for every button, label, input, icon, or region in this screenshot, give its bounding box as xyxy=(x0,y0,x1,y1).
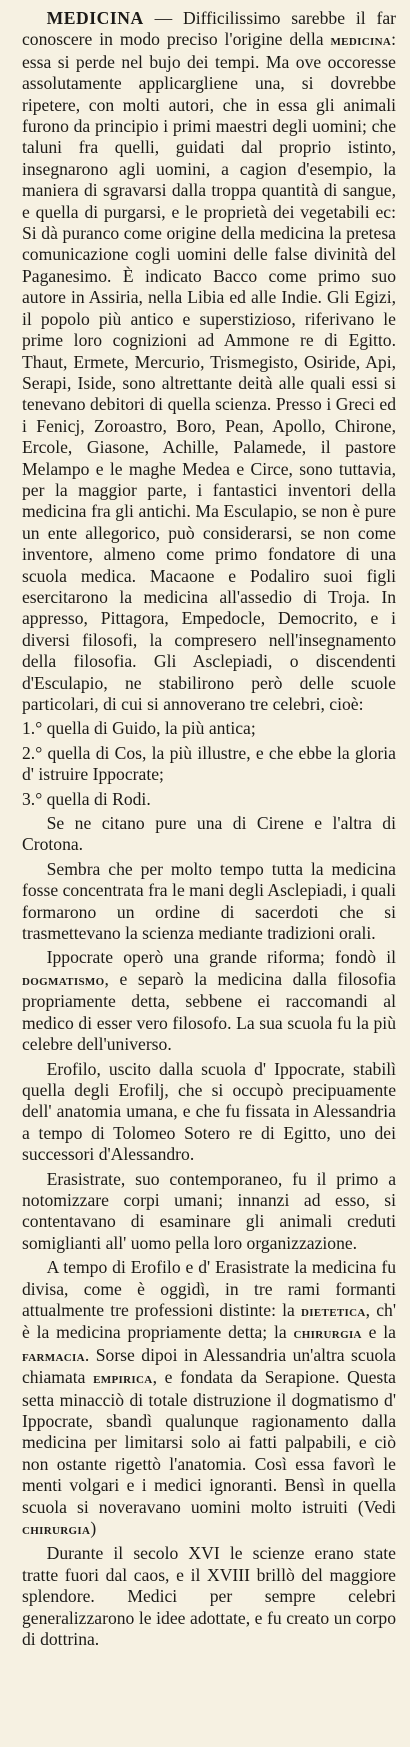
small-caps-term: chirurgia xyxy=(293,1324,362,1343)
list-item-cos: 2.° quella di Cos, la più illustre, e che ebbe la gloria d' istruire Ippocrate; xyxy=(22,742,396,785)
list-item-rodi: 3.° quella di Rodi. xyxy=(22,788,151,809)
paragraph-text: — Difficilissimo sarebbe il far conoscere in modo preciso l'origine della xyxy=(22,8,397,50)
paragraph-cirene: Se ne citano pure una di Cirene e l'altra di Crotona. xyxy=(22,813,396,855)
cross-reference: chirurgia xyxy=(22,1520,91,1539)
paragraph-divisione xyxy=(22,1257,396,1540)
paragraph-erasistrate: Erasistrate, suo contemporaneo, fu il primo a notomizzare corpi umani; innanzi ad esso, si contentavano di esaminare gli animali creduti somiglianti all' uomo pella loro organizzazione. xyxy=(22,1168,396,1253)
small-caps-term: dogmatismo xyxy=(22,970,105,989)
paragraph-asclepiadi: Sembra che per molto tempo tutta la medicina fosse concentrata fra le mani degli Asclepiadi, i quali formarono un ordine di sacerdoti che si trasmettevano la scienza mediante tradizioni orali. xyxy=(22,858,396,944)
paragraph-secolo-xvi: Durante il secolo XVI le scienze erano state tratte fuori dal caos, e il XVIII brillò del maggiore splendore. Medici per sempre celebri generalizzarono le idee adottate, e fu creato un corpo di dottrina. xyxy=(22,1543,396,1650)
small-caps-term: medicina xyxy=(330,31,392,50)
paragraph-text: , ch' è la medicina propriamente detta; la xyxy=(22,1299,397,1343)
paragraph-text: , e separò la medicina dalla filosofia propriamente detta, sebbene ei raccomandi al medico di esser vero filosofo. La sua scuola fu la più celebre dell'universo. xyxy=(22,968,396,1055)
paragraph-origin xyxy=(22,8,396,715)
entry-headword: MEDICINA xyxy=(46,8,144,28)
small-caps-term: farmacia xyxy=(22,1346,85,1365)
small-caps-term: dietetica xyxy=(301,1301,366,1320)
paragraph-text: : essa si perde nel bujo dei tempi. Ma ove occoresse assolutamente applicargliene una, si dovrebbe ripetere, con molti autori, che in essa gli animali furono da principio i primi maestri degli uomini; che taluni fra quelli, guidati dal proprio istinto, insegnarono agli uomini, a cagion d'esempio, la maniera di sgravarsi dalla troppa quantità di sangue, e quella di purgarsi, e le proprietà dei vegetabili ec: Si dà puranco come origine della medicina la pretesa comunicazione cogli uomini delle false divinità del Paganesimo. È indicato Bacco come primo suo autore in Assiria, nella Libia ed alle Indie. Gli Egizi, il popolo più antico e superstizioso, riferivano le prime loro cognizioni ad Ammone re di Egitto. Thaut, Ermete, Mercurio, Trismegisto, Osiride, Api, Serapi, Iside, sono altrettante deità alle quali essi si tenevano debitori di quella scienza. Presso i Greci ed i Fenicj, Zoroastro, Boro, Pean, Apollo, Chirone, Ercole, Giasone, Achille, Palamede, il pastore Melampo e le maghe Medea e Circe, sono tuttavia, per la maggior parte, i fantastici inventori della medicina fra gli antichi. Ma Esculapio, se non è pure un ente allegorico, può considerarsi, se non come inventore, almeno come primo fondatore di una scuola medica. Macaone e Podaliro suoi figli esercitarono la medicina all'assedio di Troja. In appresso, Pittagora, Empedocle, Democrito, e i diversi filosofi, la compresero nell'insegnamento della filosofia. Gli Asclepiadi, o discendenti d'Esculapio, ne stabilirono però delle scuole particolari, di cui si annoverano tre celebri, cioè: xyxy=(22,29,396,714)
paragraph-text: Ippocrate operò una grande riforma; fondò il xyxy=(46,947,396,968)
paragraph-ippocrate xyxy=(22,947,396,1055)
paragraph-text: ) xyxy=(90,1518,97,1539)
list-item-guido: 1.° quella di Guido, la più antica; xyxy=(22,718,256,739)
paragraph-erofilo: Erofilo, uscito dalla scuola d' Ippocrate, stabilì quella degli Erofilj, che si occupò precipuamente dell' anatomia umana, e che fu fissata in Alessandria a tempo di Tolomeo Sotero re di Egitto, uno dei successori d'Alessandro. xyxy=(22,1058,396,1165)
small-caps-term: empirica xyxy=(93,1369,153,1388)
dictionary-entry-medicina xyxy=(22,8,396,1650)
paragraph-text: . Sorse dipoi in Alessandria un'altra scuola chiamata xyxy=(22,1344,396,1388)
paragraph-text: A tempo di Erofilo e d' Erasistrate la medicina fu divisa, come è oggidì, in tre rami formanti attualmente tre professioni distinte: la xyxy=(22,1257,396,1320)
paragraph-text: e la xyxy=(361,1322,396,1343)
paragraph-text: , e fondata da Serapione. Questa setta minacciò di totale distruzione il dogmatismo d' Ippocrate, sbandì qualunque ragionamento dalla medicina per limitarsi solo ai fatti palpabili, e ciò non ostante rigettò l'anatomia. Così essa favorì le menti volgari e i medici ignoranti. Bensì in quella scuola si noveravano uomini molto istruiti (Vedi xyxy=(22,1367,396,1517)
